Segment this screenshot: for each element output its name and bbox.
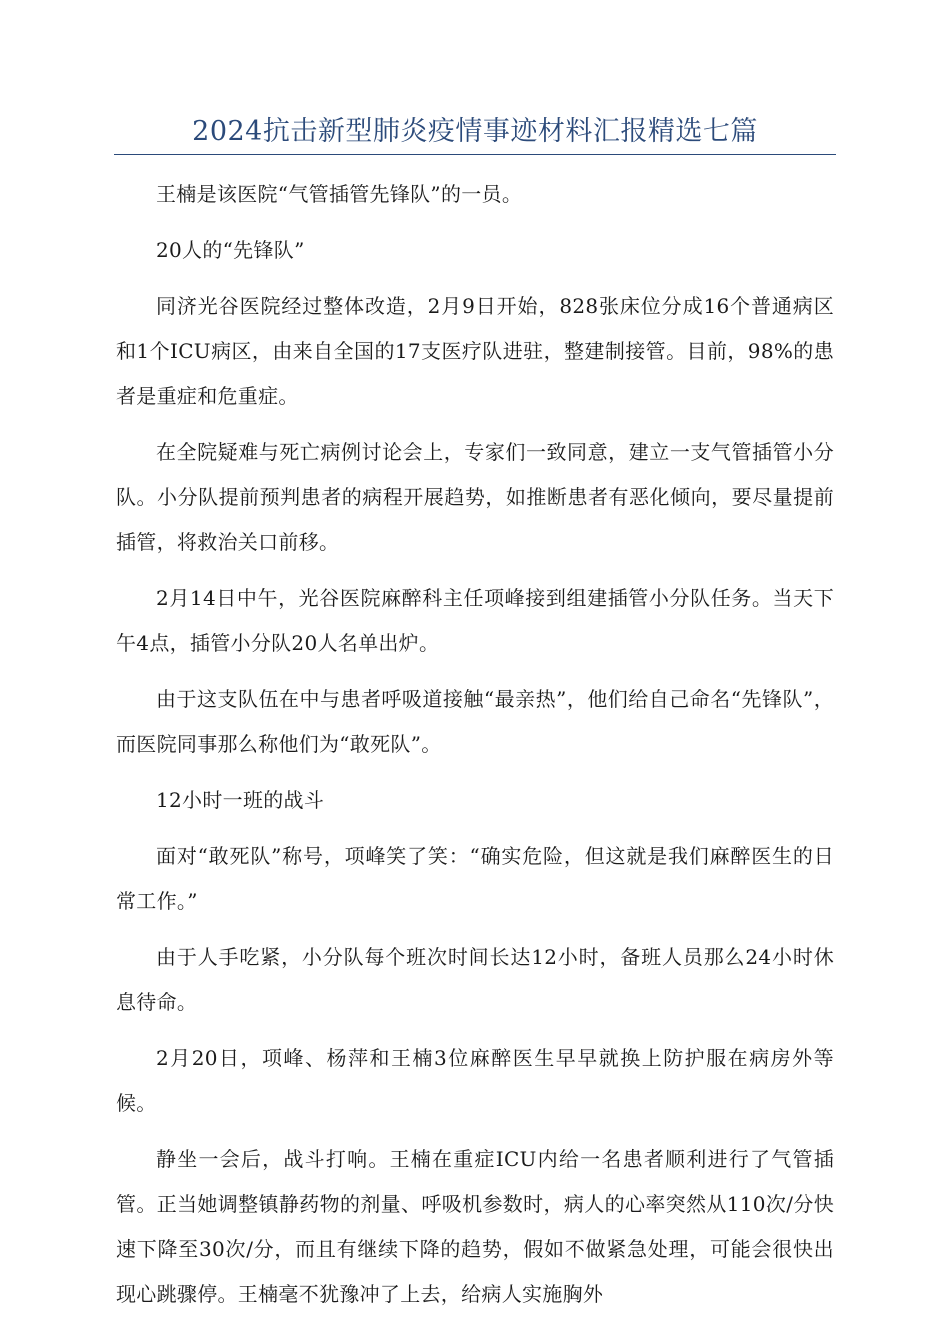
- paragraph: 面对“敢死队”称号，项峰笑了笑：“确实危险，但这就是我们麻醉医生的日常工作。”: [116, 844, 834, 913]
- paragraph: 静坐一会后，战斗打响。王楠在重症ICU内给一名患者顺利进行了气管插管。正当她调整镇静药物的剂量、呼吸机参数时，病人的心率突然从110次/分快速下降至30次/分，而且有继续下降的趋势，假如不做紧急处理，可能会很快出现心跳骤停。王楠毫不犹豫冲了上去，给病人实施胸外: [116, 1147, 834, 1306]
- paragraph: 在全院疑难与死亡病例讨论会上，专家们一致同意，建立一支气管插管小分队。小分队提前预判患者的病程开展趋势，如推断患者有恶化倾向，要尽量提前插管，将救治关口前移。: [116, 440, 834, 554]
- paragraph: 同济光谷医院经过整体改造，2月9日开始，828张床位分成16个普通病区和1个ICU病区，由来自全国的17支医疗队进驻，整建制接管。目前，98%的患者是重症和危重症。: [116, 294, 834, 408]
- paragraph: 2月14日中午，光谷医院麻醉科主任项峰接到组建插管小分队任务。当天下午4点，插管小分队20人名单出炉。: [116, 586, 834, 655]
- paragraph: 由于这支队伍在中与患者呼吸道接触“最亲热”，他们给自己命名“先锋队”，而医院同事那么称他们为“敢死队”。: [116, 687, 834, 756]
- paragraph: 王楠是该医院“气管插管先锋队”的一员。: [156, 182, 523, 206]
- title-underline: [114, 154, 836, 155]
- paragraph: 2月20日，项峰、杨萍和王楠3位麻醉医生早早就换上防护服在病房外等候。: [116, 1046, 834, 1115]
- document-body: [116, 172, 834, 1328]
- document-title: 2024抗击新型肺炎疫情事迹材料汇报精选七篇: [192, 116, 758, 147]
- paragraph: 由于人手吃紧，小分队每个班次时间长达12小时，备班人员那么24小时休息待命。: [116, 945, 834, 1014]
- section-heading: 20人的“先锋队”: [156, 238, 305, 262]
- section-heading: 12小时一班的战斗: [156, 788, 325, 812]
